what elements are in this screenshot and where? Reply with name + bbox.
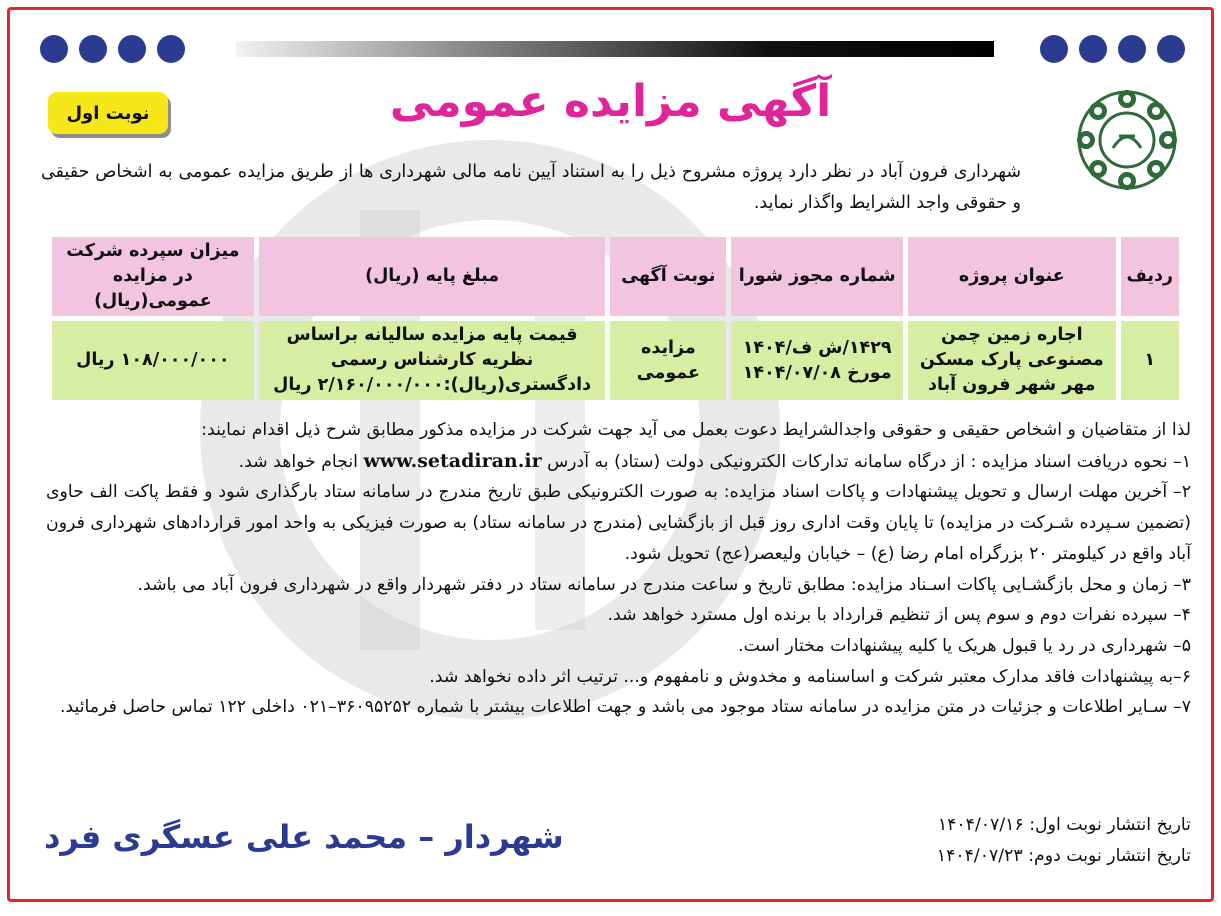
header-gradient-bar xyxy=(236,41,994,57)
condition-1 xyxy=(46,446,1191,478)
cell-row-no: ۱ xyxy=(1121,321,1179,400)
table-header-row xyxy=(52,237,1179,316)
header-council-permit: شماره مجوز شورا xyxy=(731,237,903,316)
cell-project-title: اجاره زمین چمن مصنوعی پارک مسکن مهر شهر فرون آباد xyxy=(908,321,1116,400)
lead-paragraph: لذا از متقاضیان و اشخاص حقیقی و حقوقی واجدالشرایط دعوت بعمل می آید جهت شرکت در مزایده مذکور مطابق شرح ذیل اقدام نمایند: xyxy=(201,420,1191,440)
condition-7: ۷– سـایر اطلاعات و جزئیات در متن مزایده در سامانه ستاد موجود می باشد و جهت اطلاعات بیشتر با شماره ۳۶۰۹۵۲۵۲–۰۲۱ داخلی ۱۲۲ تماس حاصل فرمائید. xyxy=(59,697,1191,718)
auction-notice xyxy=(7,7,1214,902)
condition-4: ۴– سپرده نفرات دوم و سوم پس از تنظیم قرارداد با برنده اول مسترد خواهد شد. xyxy=(607,605,1191,626)
header-deposit: میزان سپرده شرکت در مزایده عمومی(ریال) xyxy=(52,237,254,316)
condition-2: ۲– آخرین مهلت ارسال و تحویل پیشنهادات و پاکات اسناد مزایده: به صورت الکترونیکی طبق تاریخ مندرج در سامانه ستاد بارگذاری شود و فقط پاکت الف حاوی (تضمین سـپرده شـرکت در مزایده) تا پایان وقت اداری روز قبل از بازگشایی (مندرج در سامانه ستاد) به صورت فیزیکی به واحد امور قراردادهای شهرداری فرون آباد واقع در کیلومتر ۲۰ بزرگراه امام رضا (ع) – خیابان ولیعصر(عج) تحویل شود. xyxy=(46,482,1191,564)
project-table xyxy=(47,232,1184,405)
header-row-no: ردیف xyxy=(1121,237,1179,316)
conditions-text xyxy=(46,415,1191,723)
cell-council-permit xyxy=(731,321,903,400)
condition-5: ۵– شهرداری در رد یا قبول هریک یا کلیه پیشنهادات مختار است. xyxy=(738,635,1191,656)
cell-base-price: قیمت پایه مزایده سالیانه براساس نظریه کارشناس رسمی دادگستری(ریال):۲/۱۶۰/۰۰۰/۰۰۰ ریال xyxy=(259,321,606,400)
table-row xyxy=(52,321,1179,400)
publication-dates xyxy=(937,810,1191,872)
turn-badge: نوبت اول xyxy=(48,92,168,134)
header-ad-turn: نوبت آگهی xyxy=(610,237,726,316)
header-base-price: مبلغ پایه (ریال) xyxy=(259,237,606,316)
cell-deposit: ۱۰۸/۰۰۰/۰۰۰ ریال xyxy=(52,321,254,400)
cell-ad-turn: مزایده عمومی xyxy=(610,321,726,400)
first-publication-date: تاریخ انتشار نوبت اول: ۱۴۰۴/۰۷/۱۶ xyxy=(937,815,1191,835)
intro-paragraph: شهرداری فرون آباد در نظر دارد پروژه مشروح ذیل را به استناد آیین نامه مالی شهرداری ها از طریق مزایده عمومی به اشخاص حقیقی و حقوقی واجد الشرایط واگذار نماید. xyxy=(41,162,1021,213)
council-permit-number: ۱۴۲۹/ش ف/۱۴۰۴ xyxy=(742,337,892,358)
second-publication-date: تاریخ انتشار نوبت دوم: ۱۴۰۴/۰۷/۲۳ xyxy=(936,846,1191,866)
condition-1-tail: انجام خواهد شد. xyxy=(238,451,358,472)
condition-3: ۳– زمان و محل بازگشـایی پاکات اسـناد مزایده: مطابق تاریخ و ساعت مندرج در سامانه ستاد در دفتر شهردار واقع در شهرداری فرون آباد می باشد. xyxy=(137,574,1191,595)
council-permit-date: مورخ ۱۴۰۴/۰۷/۰۸ xyxy=(742,362,892,383)
condition-1-text: ۱– نحوه دریافت اسناد مزایده : از درگاه سامانه تدارکات الکترونیکی دولت (ستاد) به آدرس xyxy=(547,451,1191,472)
page-title: آگهی مزایده عمومی xyxy=(389,76,832,127)
decor-dots-right xyxy=(1040,35,1185,63)
condition-6: ۶–به پیشنهادات فاقد مدارک معتبر شرکت و اساسنامه و مخدوش و نامفهوم و... ترتیب اثر داده نخواهد شد. xyxy=(429,666,1191,687)
header-project-title: عنوان پروژه xyxy=(908,237,1116,316)
setadiran-link[interactable]: www.setadiran.ir xyxy=(363,449,542,472)
decor-dots-left xyxy=(40,35,185,63)
mayor-signature: شهردار – محمد علی عسگری فرد xyxy=(44,818,564,856)
